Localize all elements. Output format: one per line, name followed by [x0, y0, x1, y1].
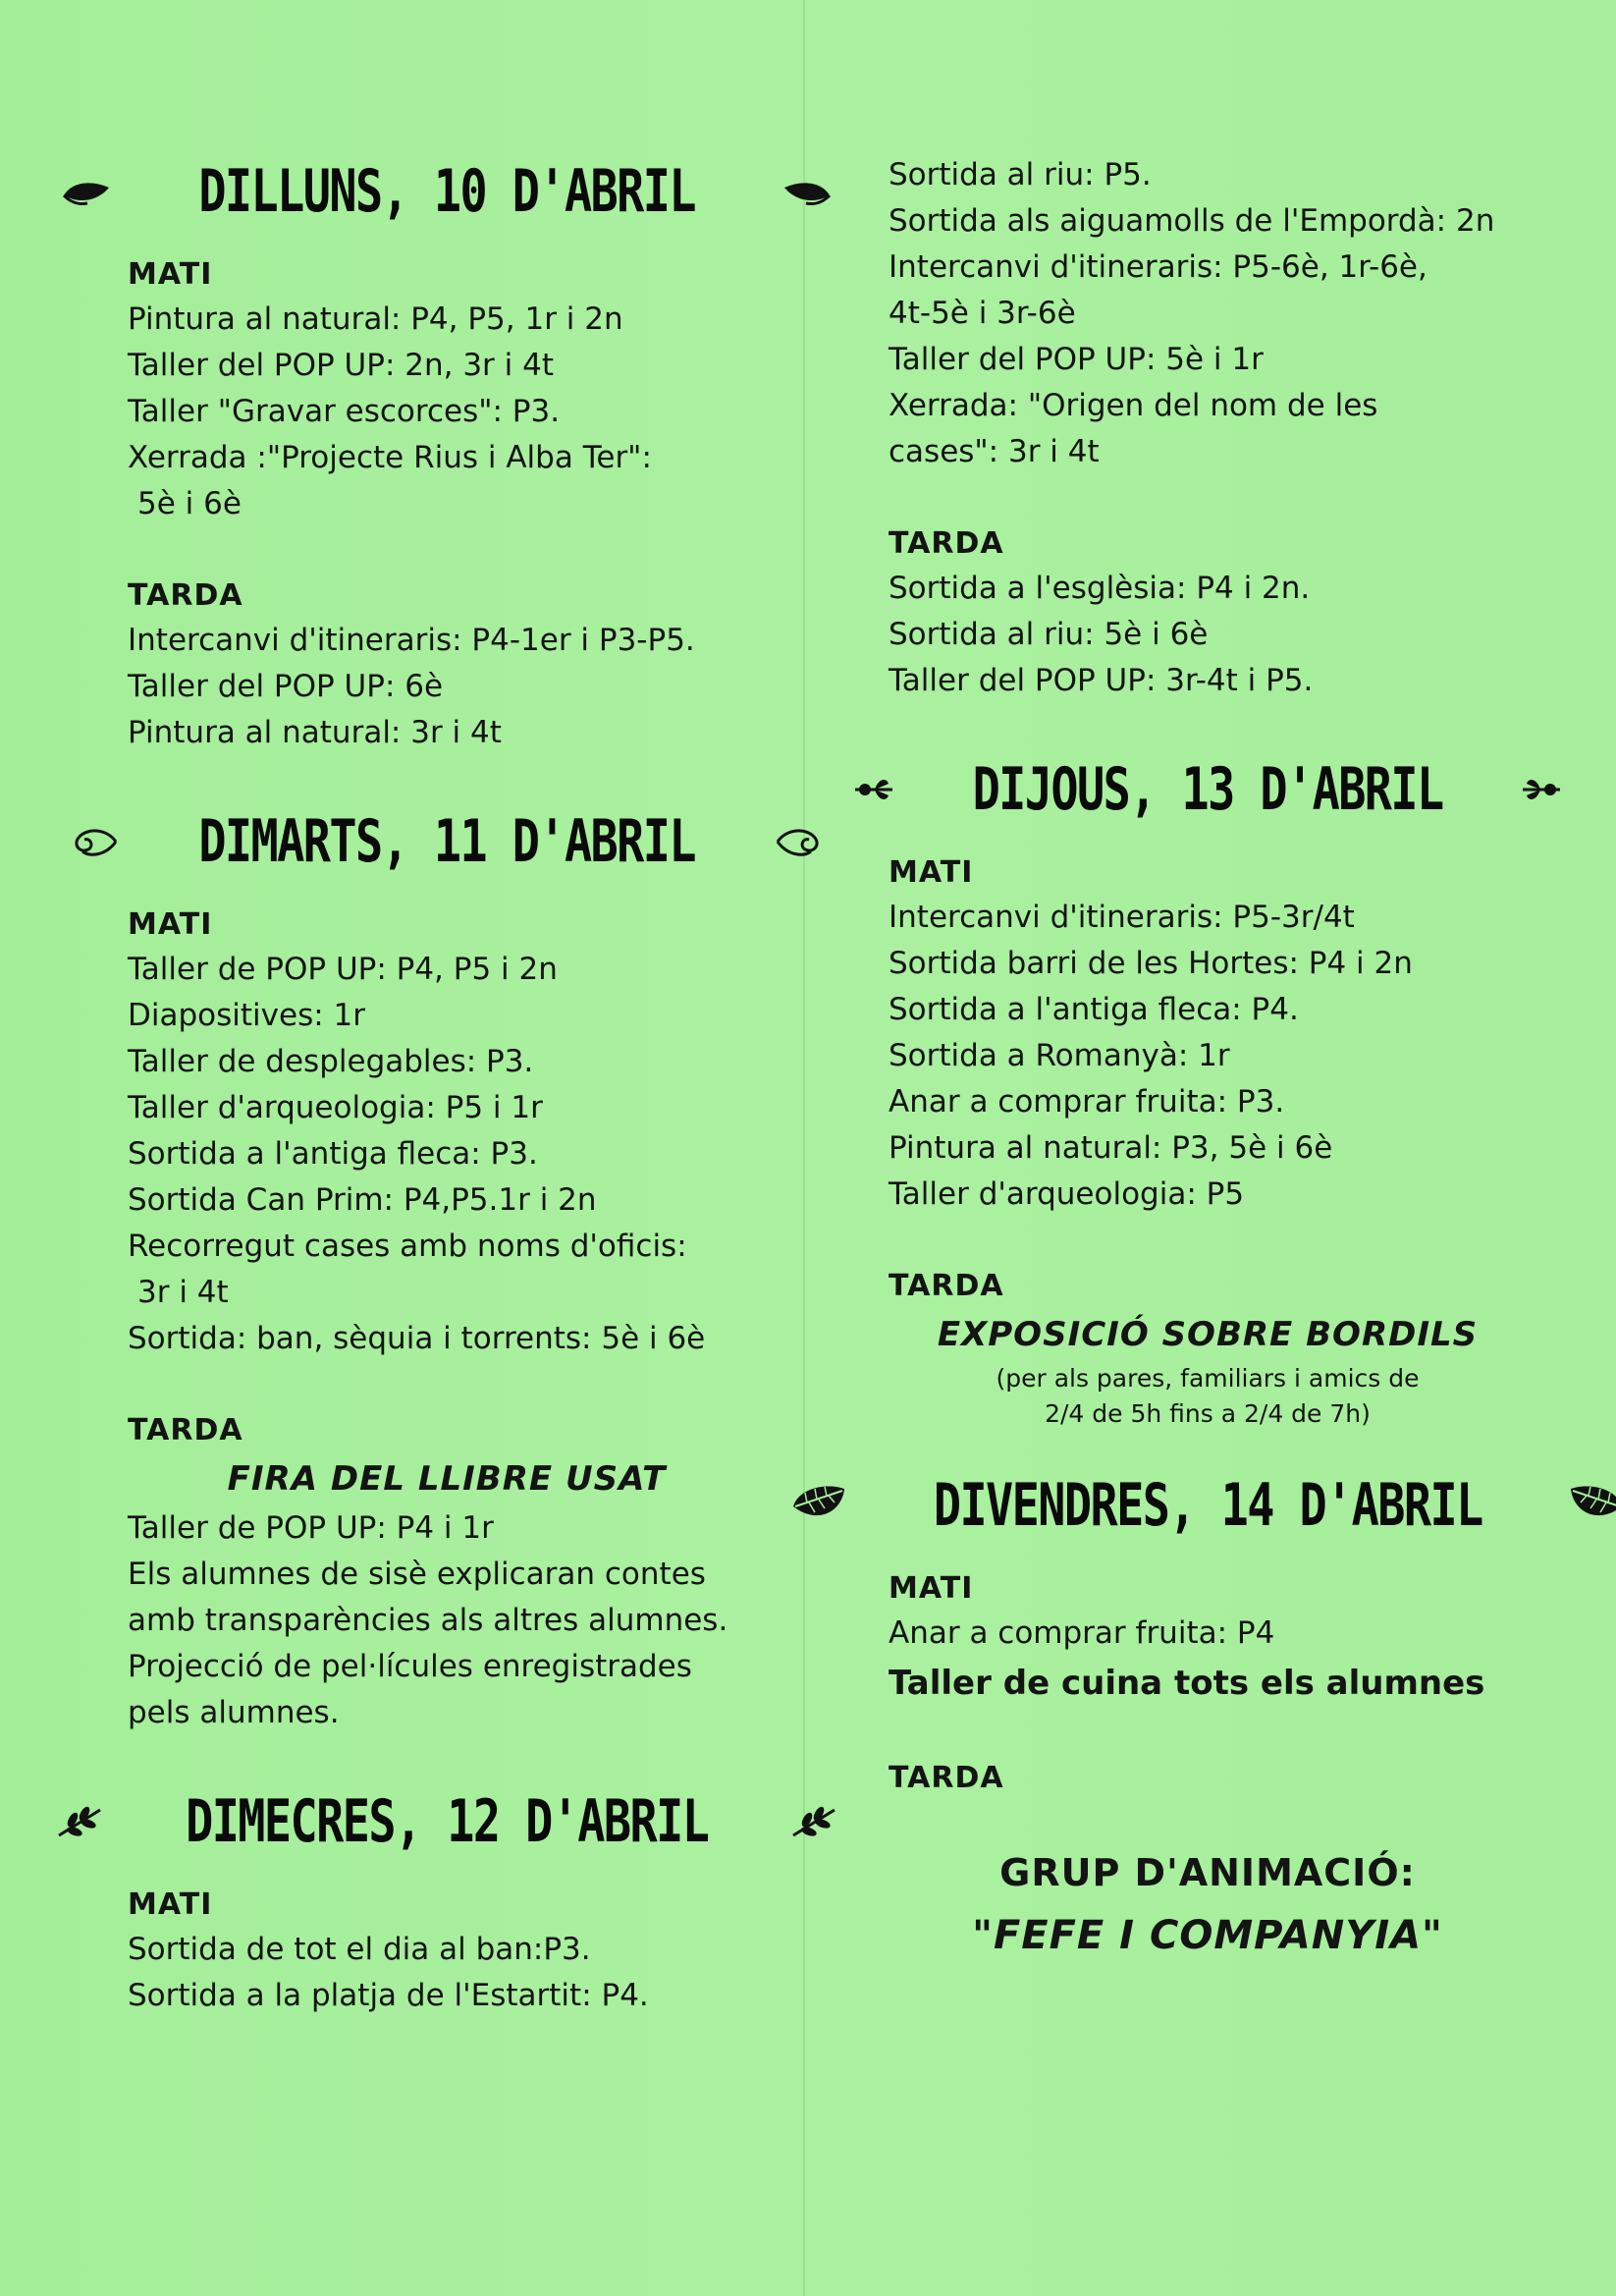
day-heading-friday: DIVENDRES, 14 D'ABRIL [889, 1461, 1527, 1550]
tue-mati-label: MATI [128, 907, 213, 942]
page-fold [803, 0, 805, 2296]
day-heading-monday: DILLUNS, 10 D'ABRIL [128, 147, 766, 236]
mon-mati-item: Pintura al natural: P4, P5, 1r i 2n [128, 301, 623, 337]
thu-mati-item: Taller d'arqueologia: P5 [889, 1176, 1245, 1212]
thu-tarda-note: (per als pares, familiars i amics de [996, 1364, 1420, 1393]
wed-mati-item: cases": 3r i 4t [889, 434, 1100, 469]
tue-mati-item: Taller de desplegables: P3. [128, 1044, 534, 1079]
mon-mati-label: MATI [128, 257, 213, 292]
tue-tarda-item: Projecció de pel·lícules enregistrades [128, 1649, 692, 1684]
fri-final-title: GRUP D'ANIMACIÓ: [999, 1851, 1416, 1894]
tue-tarda-item: pels alumnes. [128, 1695, 340, 1730]
right-column [889, 152, 1527, 1967]
tue-tarda-highlight: FIRA DEL LLIBRE USAT [227, 1459, 667, 1499]
sprig-ornament-left-icon [55, 1802, 104, 1841]
wed-tarda-item: Sortida a l'esglèsia: P4 i 2n. [889, 571, 1311, 606]
tue-mati-item: Taller d'arqueologia: P5 i 1r [128, 1090, 543, 1125]
day-heading-thursday: DIJOUS, 13 D'ABRIL [889, 745, 1527, 834]
wed-mati-item: Sortida de tot el dia al ban:P3. [128, 1932, 591, 1967]
swirl-ornament-right-icon [773, 822, 827, 861]
veined-leaf-right-icon [1567, 1481, 1616, 1530]
thu-mati-item: Sortida barri de les Hortes: P4 i 2n [889, 946, 1413, 981]
thu-mati-item: Anar a comprar fruita: P3. [889, 1084, 1285, 1120]
thu-mati-item: Sortida a l'antiga fleca: P4. [889, 992, 1299, 1027]
mon-mati-item: Taller del POP UP: 2n, 3r i 4t [128, 348, 554, 383]
thu-mati-item: Intercanvi d'itineraris: P5-3r/4t [889, 900, 1355, 935]
mon-tarda-label: TARDA [128, 578, 243, 613]
mon-tarda-item: Intercanvi d'itineraris: P4-1er i P3-P5. [128, 623, 695, 658]
leaf-ornament-left-icon [62, 172, 121, 211]
wed-mati-item: Xerrada: "Origen del nom de les [889, 388, 1378, 423]
tue-tarda-item: amb transparències als altres alumnes. [128, 1603, 728, 1638]
thu-mati-item: Sortida a Romanyà: 1r [889, 1038, 1230, 1073]
day-heading-wednesday: DIMECRES, 12 D'ABRIL [128, 1777, 766, 1866]
fri-mati-bold-item: Taller de cuina tots els alumnes [889, 1664, 1485, 1703]
fri-mati-item: Anar a comprar fruita: P4 [889, 1615, 1275, 1651]
mon-mati-item: 5è i 6è [137, 486, 242, 521]
wed-tarda-item: Sortida al riu: 5è i 6è [889, 617, 1209, 652]
fri-tarda-label: TARDA [889, 1761, 1004, 1795]
tue-mati-item: Recorregut cases amb noms d'oficis: [128, 1229, 687, 1264]
left-column [128, 147, 766, 2019]
day-heading-tuesday: DIMARTS, 11 D'ABRIL [128, 797, 766, 886]
tue-tarda-item: Taller de POP UP: P4 i 1r [128, 1510, 494, 1546]
wed-mati-item: Intercanvi d'itineraris: P5-6è, 1r-6è, [889, 249, 1427, 285]
tue-tarda-item: Els alumnes de sisè explicaran contes [128, 1557, 706, 1592]
wed-mati-item: 4t-5è i 3r-6è [889, 296, 1076, 331]
tue-mati-item: Taller de POP UP: P4, P5 i 2n [128, 952, 558, 987]
thu-tarda-label: TARDA [889, 1269, 1004, 1303]
wed-mati-item: Sortida al riu: P5. [889, 157, 1152, 192]
tue-mati-item: Sortida a l'antiga fleca: P3. [128, 1136, 538, 1172]
wed-tarda-label: TARDA [889, 526, 1004, 561]
thu-tarda-note: 2/4 de 5h fins a 2/4 de 7h) [1045, 1399, 1371, 1428]
wed-mati-item: Taller del POP UP: 5è i 1r [889, 342, 1264, 377]
fleur-ornament-left-icon [849, 770, 898, 809]
mon-tarda-item: Taller del POP UP: 6è [128, 669, 444, 704]
mon-mati-item: Xerrada :"Projecte Rius i Alba Ter": [128, 440, 652, 475]
tue-tarda-label: TARDA [128, 1413, 243, 1448]
thu-tarda-highlight: EXPOSICIÓ SOBRE BORDILS [937, 1315, 1479, 1354]
thu-mati-item: Pintura al natural: P3, 5è i 6è [889, 1130, 1333, 1166]
wed-tarda-item: Taller del POP UP: 3r-4t i P5. [889, 663, 1314, 698]
thu-mati-label: MATI [889, 855, 974, 890]
leaf-ornament-right-icon [773, 172, 832, 211]
mon-tarda-item: Pintura al natural: 3r i 4t [128, 715, 502, 750]
fri-final-subtitle: "FEFE I COMPANYIA" [972, 1913, 1443, 1958]
fleur-ornament-right-icon [1517, 770, 1566, 809]
tue-mati-item: Sortida: ban, sèquia i torrents: 5è i 6è [128, 1321, 706, 1356]
wed-mati-label: MATI [128, 1887, 213, 1922]
tue-mati-item: Diapositives: 1r [128, 998, 365, 1033]
fri-mati-label: MATI [889, 1571, 974, 1606]
wed-mati-item: Sortida als aiguamolls de l'Empordà: 2n [889, 203, 1495, 239]
mon-mati-item: Taller "Gravar escorces": P3. [128, 394, 561, 429]
tue-mati-item: Sortida Can Prim: P4,P5.1r i 2n [128, 1182, 597, 1218]
veined-leaf-left-icon [789, 1481, 848, 1530]
wed-mati-item: Sortida a la platja de l'Estartit: P4. [128, 1978, 649, 2013]
sprig-ornament-right-icon [789, 1802, 838, 1841]
tue-mati-item: 3r i 4t [137, 1275, 229, 1310]
swirl-ornament-left-icon [67, 822, 121, 861]
